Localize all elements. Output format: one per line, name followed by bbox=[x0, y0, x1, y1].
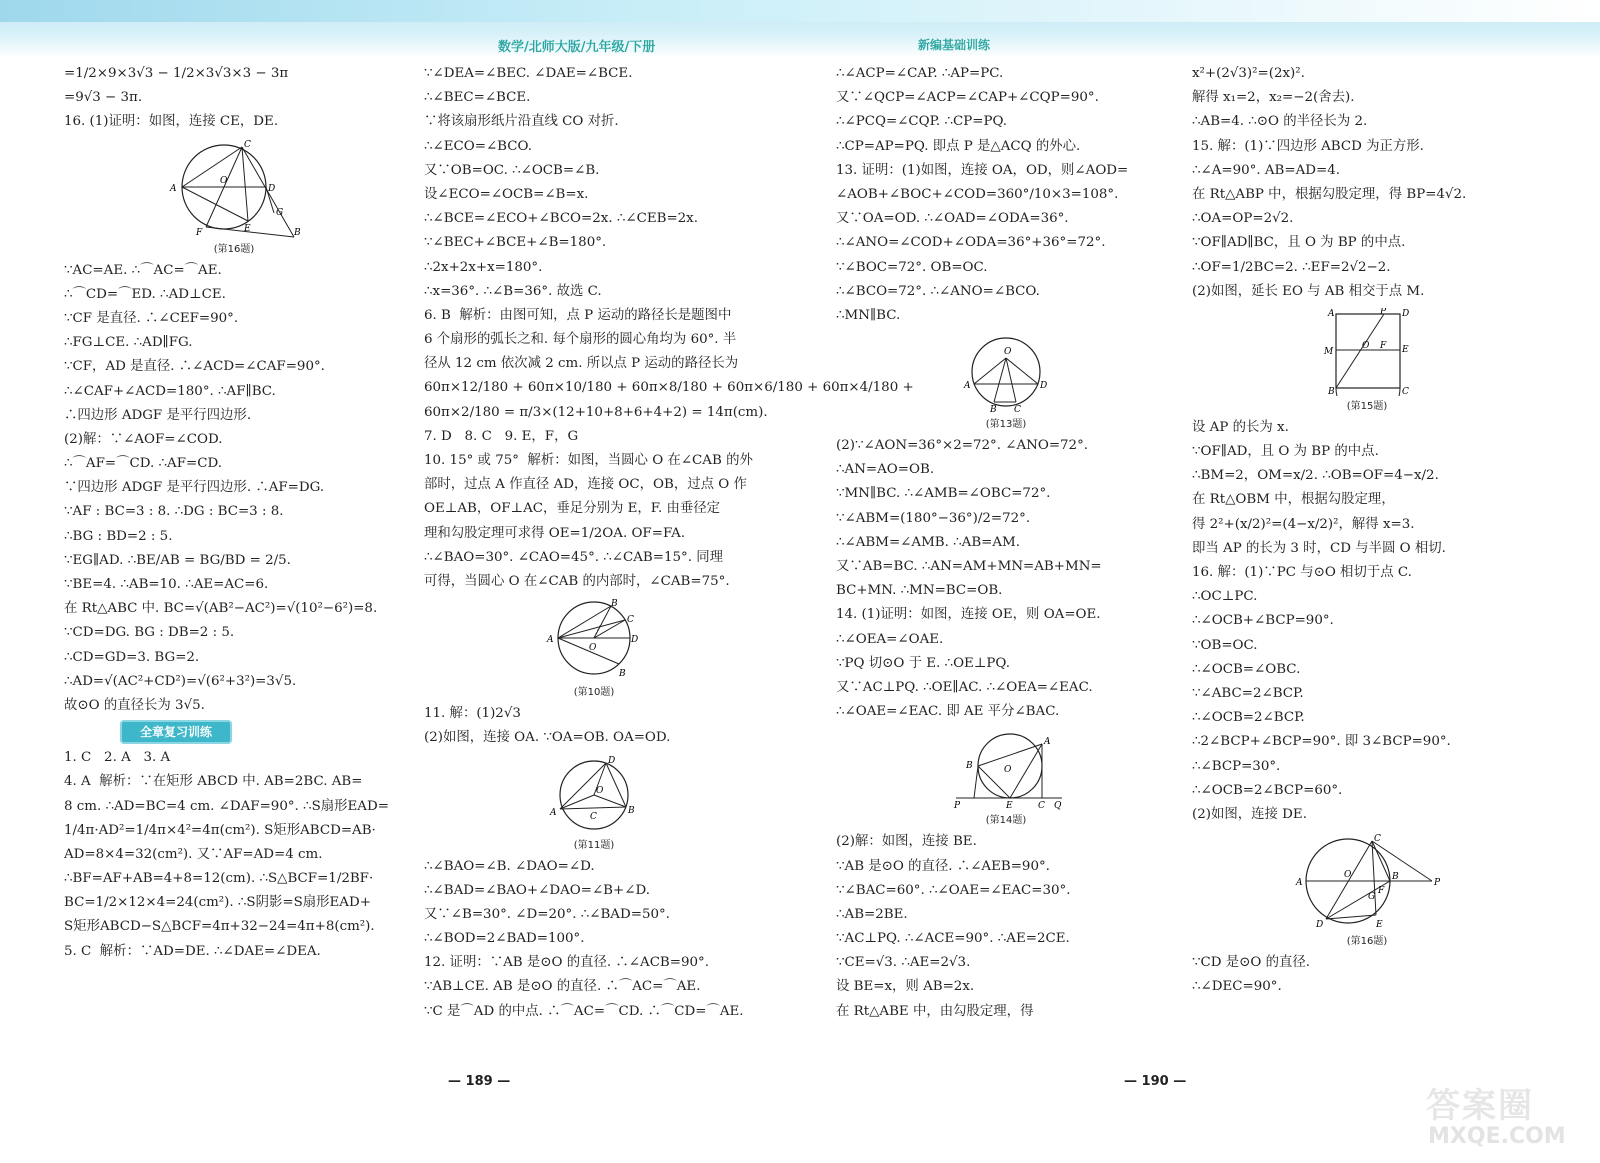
text-line: 12. 证明：∵AB 是⊙O 的直径. ∴∠ACB=90°. bbox=[424, 955, 709, 971]
text-line: ∴⌒AF=⌒CD. ∴AF=CD. bbox=[64, 456, 222, 472]
svg-text:G: G bbox=[1368, 892, 1376, 903]
text-line: 16. (1)证明：如图，连接 CE，DE. bbox=[64, 114, 279, 130]
svg-text:A: A bbox=[1296, 878, 1303, 889]
text-line: ∵四边形 ADGF 是平行四边形. ∴AF=DG. bbox=[64, 480, 325, 496]
svg-text:A: A bbox=[550, 807, 557, 818]
text-line: 60π×12/180 + 60π×10/180 + 60π×8/180 + 60π×6/180 + 60π×4/180 + bbox=[424, 380, 914, 396]
text-line: ∵CE=√3. ∴AE=2√3. bbox=[836, 955, 971, 971]
svg-text:A: A bbox=[1328, 308, 1335, 319]
svg-text:E: E bbox=[1402, 344, 1409, 355]
text-line: x²+(2√3)²=(2x)². bbox=[1192, 66, 1305, 81]
text-line: ∵OF∥AD∥BC，且 O 为 BP 的中点. bbox=[1192, 235, 1406, 251]
header-band bbox=[0, 0, 1600, 58]
col3-block-b bbox=[836, 434, 1176, 724]
text-line: ∵∠BOC=72°. OB=OC. bbox=[836, 259, 988, 275]
text-line: (2)如图，延长 EO 与 AB 相交于点 M. bbox=[1192, 283, 1425, 299]
text-line: ∵CF，AD 是直径. ∴∠ACD=∠CAF=90°. bbox=[64, 359, 325, 375]
svg-text:O: O bbox=[1004, 347, 1012, 358]
text-line: ∴∠PCQ=∠CQP. ∴CP=PQ. bbox=[836, 114, 1008, 130]
text-line: 又∵∠QCP=∠ACP=∠CAP+∠CQP=90°. bbox=[836, 90, 1099, 106]
text-line: 5. C 解析：∵AD=DE. ∴∠DAE=∠DEA. bbox=[64, 943, 321, 959]
col3-block-a bbox=[836, 62, 1176, 328]
svg-text:P: P bbox=[1380, 307, 1387, 317]
text-line: ∴OC⊥PC. bbox=[1192, 589, 1258, 605]
text-line: ∵∠BEC+∠BCE+∠B=180°. bbox=[424, 235, 607, 251]
figure-14-diagram bbox=[946, 728, 1066, 810]
text-line: 在 Rt△OBM 中，根据勾股定理， bbox=[1192, 492, 1395, 508]
text-line: ∴∠BAD=∠BAO+∠DAO=∠B+∠D. bbox=[424, 882, 650, 898]
text-line: ∠AOB+∠BOC+∠COD=360°/10×3=108°. bbox=[836, 186, 1119, 202]
svg-text:B: B bbox=[611, 599, 618, 610]
svg-text:D: D bbox=[1316, 920, 1324, 931]
svg-text:F: F bbox=[196, 227, 203, 238]
text-line: 13. 证明：(1)如图，连接 OA，OD，则∠AOD= bbox=[836, 162, 1129, 178]
figure-16-caption: (第16题) bbox=[213, 243, 255, 255]
text-line: ∴∠OCB=2∠BCP=60°. bbox=[1192, 782, 1343, 798]
col1-block-c bbox=[64, 746, 404, 964]
text-line: ∵EG∥AD. ∴BE/AB = BG/BD = 2/5. bbox=[64, 552, 291, 568]
svg-text:O: O bbox=[220, 175, 228, 186]
text-line: (2)如图，连接 OA. ∵OA=OB. OA=OD. bbox=[424, 730, 671, 746]
text-line: ∴∠BCP=30°. bbox=[1192, 758, 1281, 774]
watermark-logo bbox=[1420, 1078, 1566, 1158]
text-line: 在 Rt△ABE 中，由勾股定理，得 bbox=[836, 1003, 1034, 1019]
figure-15-caption: (第15题) bbox=[1346, 400, 1388, 412]
text-line: 又∵AB=BC. ∴AN=AM+MN=AB+MN= bbox=[836, 559, 1102, 574]
text-line: 10. 15° 或 75° 解析：如图，当圆心 O 在∠CAB 的外 bbox=[424, 453, 753, 468]
svg-text:C: C bbox=[627, 615, 634, 626]
text-line: ∵C 是⌒AD 的中点. ∴⌒AC=⌒CD. ∴⌒CD=⌒AE. bbox=[424, 1003, 744, 1019]
text-line: 11. 解：(1)2√3 bbox=[424, 706, 521, 722]
svg-text:P: P bbox=[1434, 878, 1441, 889]
text-line: ∴AB=2BE. bbox=[836, 906, 908, 922]
figure-14-caption: (第14题) bbox=[985, 815, 1027, 827]
text-line: 1. C 2. A 3. A bbox=[64, 750, 171, 766]
svg-text:D: D bbox=[1402, 308, 1410, 319]
figure-13-diagram bbox=[956, 332, 1056, 414]
text-line: 设 BE=x，则 AB=2x. bbox=[836, 979, 975, 995]
col1-block-a bbox=[64, 62, 404, 135]
figure-11-caption: (第11题) bbox=[573, 839, 615, 851]
text-line: ∴∠ANO=∠COD+∠ODA=36°+36°=72°. bbox=[836, 235, 1106, 251]
text-line: ∵∠ABM=(180°−36°)/2=72°. bbox=[836, 510, 1031, 526]
svg-text:A: A bbox=[170, 183, 177, 194]
text-line: 60π×2/180 = π/3×(12+10+8+6+4+2) = 14π(cm). bbox=[424, 404, 768, 420]
text-line: ∴∠ACP=∠CAP. ∴AP=PC. bbox=[836, 66, 1004, 81]
text-line: ∴∠ECO=∠BCO. bbox=[424, 138, 532, 154]
text-line: ∵将该扇形纸片沿直线 CO 对折. bbox=[424, 114, 619, 130]
text-line: ∵AB⊥CE. AB 是⊙O 的直径. ∴⌒AC=⌒AE. bbox=[424, 979, 701, 995]
text-line: (2)解：如图，连接 BE. bbox=[836, 834, 977, 850]
col2-block-c bbox=[424, 855, 764, 1024]
svg-text:A: A bbox=[547, 635, 554, 646]
figure-10-diagram bbox=[539, 598, 649, 682]
text-line: 在 Rt△ABP 中，根据勾股定理，得 BP=4√2. bbox=[1192, 186, 1467, 202]
text-line: 6. B 解析：由图可知，点 P 运动的路径长是题图中 bbox=[424, 307, 732, 323]
col4-block-c bbox=[1192, 951, 1542, 999]
text-line: (2)如图，连接 DE. bbox=[1192, 806, 1307, 822]
svg-text:D: D bbox=[268, 183, 276, 194]
text-line: ∵AC⊥PQ. ∴∠ACE=90°. ∴AE=2CE. bbox=[836, 931, 1070, 947]
text-line: (2)∵∠AON=36°×2=72°. ∠ANO=72°. bbox=[836, 438, 1089, 454]
svg-text:A: A bbox=[964, 381, 971, 392]
svg-text:G: G bbox=[276, 207, 284, 218]
text-line: ∵OB=OC. bbox=[1192, 637, 1258, 653]
text-line: ∴BM=2，OM=x/2. ∴OB=OF=4−x/2. bbox=[1192, 468, 1439, 484]
text-line: ∴∠DEC=90°. bbox=[1192, 979, 1282, 995]
text-line: 可得，当圆心 O 在∠CAB 的内部时，∠CAB=75°. bbox=[424, 573, 730, 589]
figure-10-caption: (第10题) bbox=[573, 687, 615, 699]
text-line: ∵∠ABC=2∠BCP. bbox=[1192, 685, 1304, 701]
text-line: ∴AB=4. ∴⊙O 的半径长为 2. bbox=[1192, 114, 1368, 130]
text-line: 又∵OA=OD. ∴∠OAD=∠ODA=36°. bbox=[836, 211, 1069, 227]
text-line: ∴∠BEC=∠BCE. bbox=[424, 90, 531, 106]
figure-16-diagram bbox=[164, 139, 304, 239]
figure-11-diagram bbox=[544, 755, 644, 835]
text-line: 部时，过点 A 作直径 AD，连接 OC，OB，过点 O 作 bbox=[424, 477, 747, 493]
svg-text:C: C bbox=[244, 139, 251, 150]
page-number-right: — 190 — bbox=[1124, 1074, 1187, 1089]
text-line: ∴∠ABM=∠AMB. ∴AB=AM. bbox=[836, 534, 1021, 550]
watermark-url: MXQE.COM bbox=[1428, 1124, 1566, 1149]
svg-text:C: C bbox=[1014, 405, 1021, 415]
text-line: 又∵OB=OC. ∴∠OCB=∠B. bbox=[424, 162, 600, 178]
text-line: =1/2×9×3√3 − 1/2×3√3×3 − 3π bbox=[64, 66, 289, 81]
text-line: ∴OF=1/2BC=2. ∴EF=2√2−2. bbox=[1192, 259, 1391, 275]
text-line: ∴2∠BCP+∠BCP=90°. 即 3∠BCP=90°. bbox=[1192, 734, 1451, 750]
svg-text:D: D bbox=[631, 635, 639, 646]
svg-text:B: B bbox=[966, 761, 973, 772]
text-line: ∵PQ 切⊙O 于 E. ∴OE⊥PQ. bbox=[836, 655, 1010, 671]
svg-text:P: P bbox=[954, 801, 961, 811]
text-line: ∴∠BCE=∠ECO+∠BCO=2x. ∴∠CEB=2x. bbox=[424, 211, 698, 227]
svg-text:F: F bbox=[1378, 886, 1385, 897]
svg-text:B: B bbox=[1392, 872, 1399, 883]
page-number-left: — 189 — bbox=[448, 1074, 511, 1089]
text-line: ∴OA=OP=2√2. bbox=[1192, 211, 1294, 227]
text-line: 在 Rt△ABC 中. BC=√(AB²−AC²)=√(10²−6²)=8. bbox=[64, 601, 378, 617]
column-3 bbox=[836, 62, 1176, 1024]
text-line: ∵MN∥BC. ∴∠AMB=∠OBC=72°. bbox=[836, 486, 1051, 502]
text-line: ∵AB 是⊙O 的直径. ∴∠AEB=90°. bbox=[836, 858, 1050, 874]
svg-text:B: B bbox=[628, 805, 635, 816]
text-line: ∵∠DEA=∠BEC. ∠DAE=∠BCE. bbox=[424, 66, 633, 81]
svg-text:E: E bbox=[1376, 920, 1383, 931]
text-line: ∴∠OCB+∠BCP=90°. bbox=[1192, 613, 1334, 629]
svg-text:C: C bbox=[590, 811, 597, 822]
text-line: ∴∠OAE=∠EAC. 即 AE 平分∠BAC. bbox=[836, 704, 1060, 720]
text-line: 径从 12 cm 依次减 2 cm. 所以点 P 运动的路径长为 bbox=[424, 356, 739, 372]
text-line: ∴∠BAO=30°. ∠CAO=45°. ∴∠CAB=15°. 同理 bbox=[424, 549, 724, 565]
text-line: ∴AD=√(AC²+CD²)=√(6²+3²)=3√5. bbox=[64, 673, 297, 689]
text-line: ∵BE=4. ∴AB=10. ∴AE=AC=6. bbox=[64, 577, 269, 592]
svg-text:C: C bbox=[1038, 801, 1045, 811]
text-line: ∴x=36°. ∴∠B=36°. 故选 C. bbox=[424, 283, 602, 299]
col3-block-c bbox=[836, 830, 1176, 1024]
text-line: ∴∠A=90°. AB=AD=4. bbox=[1192, 162, 1341, 178]
svg-text:C: C bbox=[1402, 386, 1409, 396]
svg-text:E: E bbox=[244, 223, 251, 234]
text-line: 得 2²+(x/2)²=(4−x/2)²，解得 x=3. bbox=[1192, 516, 1415, 532]
text-line: 8 cm. ∴AD=BC=4 cm. ∠DAF=90°. ∴S扇形EAD= bbox=[64, 798, 389, 814]
text-line: ∴⌒CD=⌒ED. ∴AD⊥CE. bbox=[64, 286, 226, 302]
col4-block-a bbox=[1192, 62, 1542, 304]
svg-text:O: O bbox=[589, 643, 597, 654]
text-line: 故⊙O 的直径长为 3√5. bbox=[64, 697, 205, 713]
col2-block-b bbox=[424, 702, 764, 750]
text-line: AD=8×4=32(cm²). 又∵AF=AD=4 cm. bbox=[64, 846, 323, 862]
watermark-text: 答案圈 bbox=[1426, 1086, 1534, 1126]
text-line: 7. D 8. C 9. E，F，G bbox=[424, 428, 579, 444]
text-line: 设∠ECO=∠OCB=∠B=x. bbox=[424, 186, 589, 202]
text-line: ∴BF=AF+AB=4+8=12(cm). ∴S△BCF=1/2BF· bbox=[64, 871, 374, 887]
text-line: ∴∠CAF+∠ACD=180°. ∴AF∥BC. bbox=[64, 383, 276, 399]
figure-16b-diagram bbox=[1292, 831, 1442, 931]
svg-text:F: F bbox=[1380, 340, 1387, 351]
text-line: S矩形ABCD−S△BCF=4π+32−24=4π+8(cm²). bbox=[64, 919, 375, 935]
text-line: ∴CP=AP=PQ. 即点 P 是△ACQ 的外心. bbox=[836, 138, 1081, 154]
text-line: 理和勾股定理可求得 OE=1/2OA. OF=FA. bbox=[424, 525, 685, 541]
svg-text:D: D bbox=[1040, 381, 1048, 392]
text-line: ∵CD=DG. BG : DB=2 : 5. bbox=[64, 625, 235, 641]
header-series: 新编基础训练 bbox=[918, 38, 991, 52]
text-line: 设 AP 的长为 x. bbox=[1192, 419, 1289, 435]
text-line: BC+MN. ∴MN=BC=OB. bbox=[836, 583, 1003, 599]
text-line: 4. A 解析：∵在矩形 ABCD 中. AB=2BC. AB= bbox=[64, 774, 363, 790]
text-line: ∴∠OEA=∠OAE. bbox=[836, 631, 944, 647]
text-line: ∴MN∥BC. bbox=[836, 307, 901, 323]
figure-15-diagram bbox=[1322, 308, 1412, 396]
text-line: ∴AN=AO=OB. bbox=[836, 462, 935, 478]
svg-text:O: O bbox=[1344, 870, 1352, 881]
svg-text:D: D bbox=[608, 755, 616, 766]
svg-text:B: B bbox=[294, 227, 301, 238]
col1-block-b bbox=[64, 259, 404, 719]
header-subject: 数学/北师大版/九年级/下册 bbox=[498, 40, 656, 55]
text-line: 14. (1)证明：如图，连接 OE，则 OA=OE. bbox=[836, 607, 1101, 623]
text-line: ∴2x+2x+x=180°. bbox=[424, 259, 543, 275]
svg-text:A: A bbox=[1044, 737, 1051, 748]
section-badge: 全章复习训练 bbox=[120, 720, 232, 744]
figure-13-caption: (第13题) bbox=[985, 419, 1027, 431]
text-line: 又∵∠B=30°. ∠D=20°. ∴∠BAD=50°. bbox=[424, 906, 670, 922]
text-line: BC=1/2×12×4=24(cm²). ∴S阴影=S扇形EAD+ bbox=[64, 895, 371, 911]
text-line: ∵AC=AE. ∴⌒AC=⌒AE. bbox=[64, 262, 222, 278]
svg-text:C: C bbox=[1374, 834, 1381, 845]
svg-text:B: B bbox=[1328, 386, 1335, 396]
svg-text:E: E bbox=[1006, 801, 1013, 811]
text-line: ∴∠BOD=2∠BAD=100°. bbox=[424, 931, 585, 947]
text-line: ∴CD=GD=3. BG=2. bbox=[64, 649, 200, 665]
col4-block-b bbox=[1192, 416, 1542, 827]
text-line: 15. 解：(1)∵四边形 ABCD 为正方形. bbox=[1192, 138, 1424, 154]
svg-text:Q: Q bbox=[1054, 801, 1062, 811]
text-line: ∵OF∥AD，且 O 为 BP 的中点. bbox=[1192, 444, 1379, 460]
text-line: ∴四边形 ADGF 是平行四边形. bbox=[64, 407, 252, 423]
text-line: 1/4π·AD²=1/4π×4²=4π(cm²). S矩形ABCD=AB· bbox=[64, 822, 376, 838]
text-line: 即当 AP 的长为 3 时，CD 与半圆 O 相切. bbox=[1192, 540, 1446, 556]
text-line: ∵AF : BC=3 : 8. ∴DG : BC=3 : 8. bbox=[64, 504, 284, 520]
text-line: ∴BG : BD=2 : 5. bbox=[64, 528, 173, 544]
text-line: ∵∠BAC=60°. ∴∠OAE=∠EAC=30°. bbox=[836, 882, 1071, 898]
svg-text:O: O bbox=[1004, 765, 1012, 776]
svg-text:B: B bbox=[619, 669, 626, 680]
figure-16b-caption: (第16题) bbox=[1346, 936, 1388, 948]
column-1 bbox=[64, 62, 404, 964]
text-line: 又∵AC⊥PQ. ∴OE∥AC. ∴∠OEA=∠EAC. bbox=[836, 679, 1093, 695]
text-line: (2)解：∵∠AOF=∠COD. bbox=[64, 431, 223, 447]
svg-text:O: O bbox=[596, 785, 604, 796]
svg-text:O: O bbox=[1362, 340, 1370, 351]
text-line: ∴∠BCO=72°. ∴∠ANO=∠BCO. bbox=[836, 283, 1040, 299]
text-line: 6 个扇形的弧长之和. 每个扇形的圆心角均为 60°. 半 bbox=[424, 332, 737, 348]
svg-text:B: B bbox=[990, 405, 997, 415]
text-line: 16. 解：(1)∵PC 与⊙O 相切于点 C. bbox=[1192, 565, 1412, 580]
svg-text:M: M bbox=[1324, 346, 1334, 357]
text-line: OE⊥AB，OF⊥AC，垂足分别为 E，F. 由垂径定 bbox=[424, 501, 721, 517]
text-line: ∴∠OCB=∠OBC. bbox=[1192, 661, 1301, 677]
column-4 bbox=[1192, 62, 1542, 999]
text-line: ∴∠BAO=∠B. ∠DAO=∠D. bbox=[424, 858, 595, 874]
text-line: ∵CD 是⊙O 的直径. bbox=[1192, 955, 1311, 971]
text-line: =9√3 − 3π. bbox=[64, 90, 143, 106]
text-line: 解得 x₁=2，x₂=−2(舍去). bbox=[1192, 90, 1355, 106]
text-line: ∵CF 是直径. ∴∠CEF=90°. bbox=[64, 310, 239, 326]
header-strip bbox=[0, 0, 1600, 22]
text-line: ∴∠OCB=2∠BCP. bbox=[1192, 710, 1305, 726]
text-line: ∴FG⊥CE. ∴AD∥FG. bbox=[64, 335, 193, 351]
